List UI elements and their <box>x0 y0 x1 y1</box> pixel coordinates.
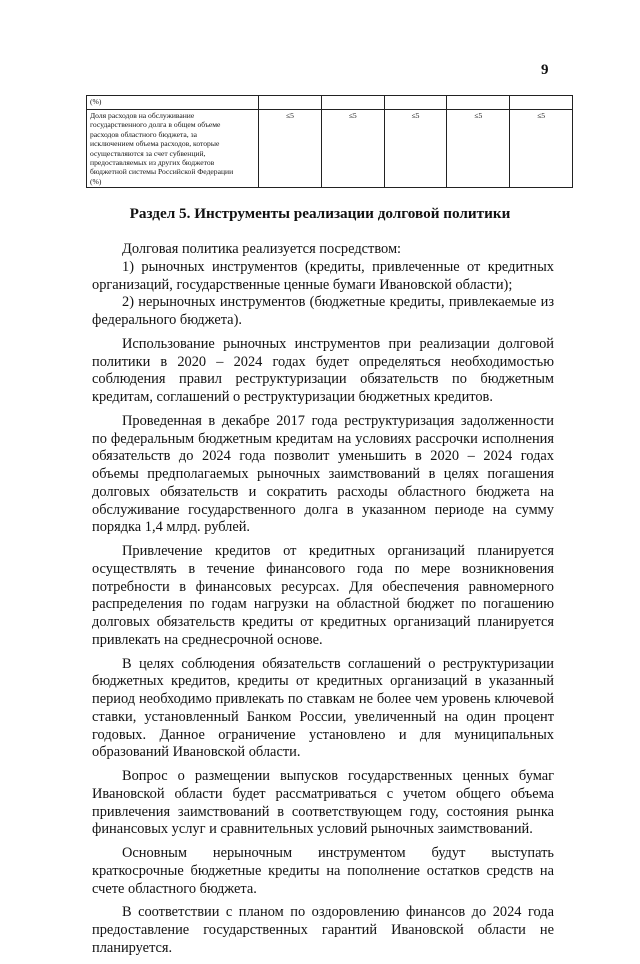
paragraph: Вопрос о размещении выпусков государственных ценных бумаг Ивановской области будет рассматриваться с учетом общего объема привлечения заимствований в соответствующем году, состояния рынка финансовых услуг и сравнительных условий рыночных заимствований. <box>92 768 554 838</box>
list-item: 2) нерыночных инструментов (бюджетные кредиты, привлекаемые из федерального бюджета). <box>92 294 554 328</box>
table-cell-value: ≤5 <box>321 110 384 188</box>
table-cell <box>447 96 510 110</box>
table-cell-value: ≤5 <box>510 110 573 188</box>
table-cell-label <box>87 110 259 188</box>
table-cell <box>321 96 384 110</box>
table-cell <box>510 96 573 110</box>
label-line: государственного долга в общем объеме <box>90 120 221 130</box>
label-line: осуществляются за счет субвенций, <box>90 148 206 158</box>
label-line: бюджетной системы Российской Федерации <box>90 167 234 177</box>
table-cell-value: ≤5 <box>384 110 447 188</box>
body-text <box>92 235 554 964</box>
table-cell-value: ≤5 <box>447 110 510 188</box>
paragraph: В соответствии с планом по оздоровлению финансов до 2024 года предоставление государственных гарантий Ивановской области не планируется. <box>92 904 554 956</box>
table-cell-value: ≤5 <box>259 110 322 188</box>
section-heading: Раздел 5. Инструменты реализации долговой политики <box>129 205 511 222</box>
table-row <box>87 110 573 188</box>
paragraph: Проведенная в декабре 2017 года реструктуризация задолженности по федеральным бюджетным кредитам на условиях рассрочки исполнения обязательств до 2024 года позволит уменьшить в 2020 – 2024 годах объемы предполагаемых рыночных заимствований в целях погашения долговых обязательств и сократить расходы областного бюджета на обслуживание государственного долга в указанном периоде на сумму порядка 1,4 млрд. рублей. <box>92 412 554 536</box>
table-cell <box>384 96 447 110</box>
label-line: расходов областного бюджета, за <box>90 129 197 139</box>
paragraph: Основным нерыночным инструментом будут выступать краткосрочные бюджетные кредиты на пополнение остатков средств на счете областного бюджета. <box>92 845 554 897</box>
paragraph: Использование рыночных инструментов при реализации долговой политики в 2020 – 2024 годах будет определяться необходимостью соблюдения правил реструктуризации обязательств по бюджетным кредитам, соглашений о реструктуризации бюджетных кредитов. <box>92 335 554 405</box>
indicator-table <box>86 95 573 188</box>
label-line: Доля расходов на обслуживание <box>90 111 195 120</box>
page-number: 9 <box>541 62 549 78</box>
list-item: 1) рыночных инструментов (кредиты, привлеченные от кредитных организаций, государственные ценные бумаги Ивановской области); <box>92 258 554 293</box>
table-cell <box>259 96 322 110</box>
paragraph: Долговая политика реализуется посредством: <box>122 241 402 257</box>
label-line: исключением объема расходов, которые <box>90 139 220 149</box>
table-row <box>87 96 573 110</box>
label-line: (%) <box>90 176 102 186</box>
table-cell-label: (%) <box>87 96 259 110</box>
paragraph: Привлечение кредитов от кредитных организаций планируется осуществлять в течение финансового года по мере возникновения потребности в финансовых ресурсах. Для обеспечения равномерного распределения по годам нагрузки на областной бюджет по погашению долговых обязательств кредиты от кредитных организаций планируется привлекать на среднесрочной основе. <box>92 543 554 648</box>
paragraph: В целях соблюдения обязательств соглашений о реструктуризации бюджетных кредитов, кредиты от кредитных организаций в указанный период необходимо привлекать по ставкам не более чем уровень ключевой ставки, установленный Банком России, увеличенный на один процент годовых. Данное ограничение установлено и для муниципальных образований Ивановской области. <box>92 655 554 761</box>
label-line: предоставляемых из других бюджетов <box>90 158 215 168</box>
